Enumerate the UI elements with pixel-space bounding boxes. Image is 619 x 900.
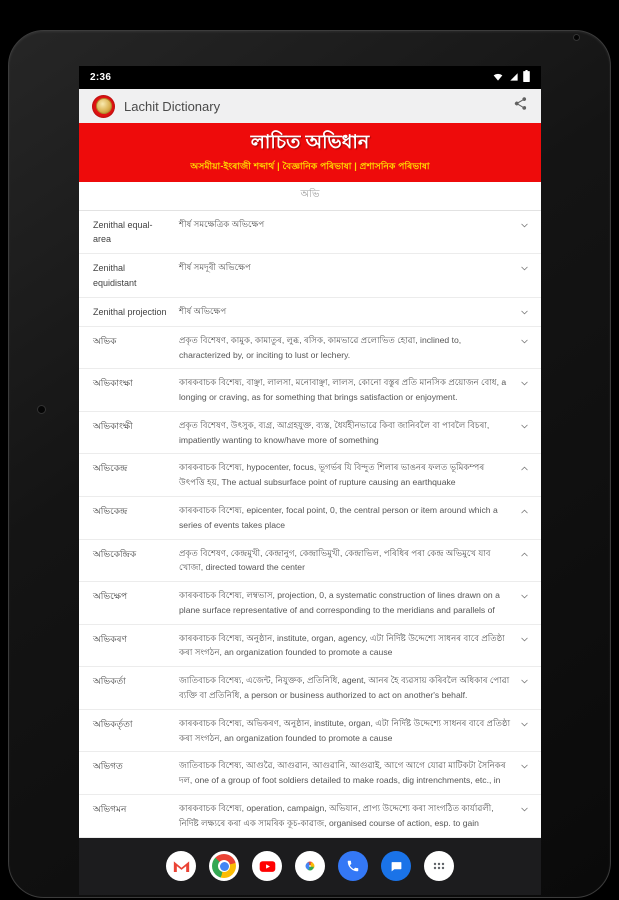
entry-definition: শীৰ্ষ সমদূৰী অভিক্ষেপ bbox=[179, 262, 251, 273]
chevron-down-icon bbox=[515, 801, 533, 815]
banner-title: লাচিত অভিধান bbox=[250, 132, 370, 153]
chevron-down-icon bbox=[515, 304, 533, 318]
front-camera-dot-top bbox=[573, 34, 580, 41]
entry-definition: কাৰকবাচক বিশেষ্য, বাঞ্ছা, লালসা, মনোবাঞ্ছা, লালস, কোনো বস্তুৰ প্ৰতি মানসিক প্ৰয়োজন বোধ, a longing or craving, as for something that brings satisfaction or enjoyment. bbox=[179, 377, 507, 403]
entry-term: অভিগত bbox=[93, 761, 123, 772]
chevron-down-icon bbox=[515, 375, 533, 389]
status-icons bbox=[492, 69, 530, 87]
app-toolbar bbox=[79, 89, 541, 123]
entry-definition: প্ৰকৃত বিশেষণ, উৎসুক, ব্যগ্ৰ, আগ্ৰহযুক্ত, ব্যস্ত, ধৈৰ্যহীনভাৱে কিবা জানিবলৈ বা পাবলৈ বিচৰা, impatiently wanting to know/have more of something bbox=[179, 419, 490, 445]
app-dock bbox=[79, 838, 541, 895]
entry-term: অভিকেন্দ্ৰিক bbox=[93, 548, 137, 559]
phone-icon[interactable] bbox=[338, 851, 368, 881]
entry-list bbox=[79, 211, 541, 838]
dictionary-entry-row[interactable] bbox=[79, 254, 541, 298]
search-prefix-label: অভি bbox=[79, 182, 541, 211]
entry-term: অভিকাংক্ষা bbox=[93, 378, 133, 389]
entry-term: অভিকৰ্তৃতা bbox=[93, 718, 133, 729]
entry-term: অভিকাংক্ষী bbox=[93, 420, 133, 431]
dictionary-entry-row[interactable] bbox=[79, 752, 541, 795]
dictionary-entry-row[interactable] bbox=[79, 497, 541, 540]
entry-term: Zenithal equal-area bbox=[93, 219, 153, 245]
banner-category-links[interactable]: অসমীয়া-ইংৰাজী শব্দাৰ্থ | বৈজ্ঞানিক পৰিভাষা | প্ৰশাসনিক পৰিভাষা bbox=[190, 160, 430, 171]
chevron-down-icon bbox=[515, 260, 533, 274]
status-bar bbox=[79, 66, 541, 89]
app-title: Lachit Dictionary bbox=[124, 98, 221, 114]
chevron-up-icon bbox=[515, 503, 533, 517]
entry-term: অভিক্ষেপ bbox=[93, 591, 128, 602]
entry-definition: কাৰকবাচক বিশেষ্য, অনুষ্ঠান, institute, organ, agency, এটা নিৰ্দিষ্ট উদ্দেশ্যে সাধনৰ বাবে প্ৰতিষ্ঠা কৰা সংগঠন, an organization founded to promote a cause bbox=[179, 632, 505, 658]
entry-definition: জাতিবাচক বিশেষ্য, এজেন্ট, নিযুক্তক, প্ৰতিনিধি, agent, আনৰ হৈ ব্যৱসায় কৰিবলৈ অধিকাৰ পোৱা ব্যক্তি বা প্ৰতিনিধি, a person or business authorized to act on another's behalf. bbox=[179, 675, 510, 701]
entry-term: Zenithal projection bbox=[93, 306, 167, 317]
dictionary-entry-row[interactable] bbox=[79, 667, 541, 710]
dictionary-banner bbox=[79, 123, 541, 182]
entry-term: অভিকেন্দ্ৰ bbox=[93, 506, 128, 517]
entry-definition: কাৰকবাচক বিশেষ্য, hypocenter, focus, ভূগৰ্ভৰ যি বিন্দুত শিলাৰ ভাঙনৰ ফলত ভূমিকম্পৰ উৎপত্তি হয়, The actual subsurface point of rupture causing an earthquake bbox=[179, 462, 485, 488]
entry-term: অভিকৰ্তা bbox=[93, 676, 126, 687]
entry-definition: কাৰকবাচক বিশেষ্য, epicenter, focal point, 0, the central person or item around which a series of events takes place bbox=[179, 505, 498, 530]
cellular-signal-icon bbox=[508, 69, 519, 87]
chevron-down-icon bbox=[515, 588, 533, 602]
chevron-down-icon bbox=[515, 758, 533, 772]
entry-definition: কাৰকবাচক বিশেষ্য, অভিকৰণ, অনুষ্ঠান, institute, organ, এটা নিৰ্দিষ্ট উদ্দেশ্যে সাধনৰ বাবে প্ৰতিষ্ঠা কৰা সংগঠন, an organization founded to promote a cause bbox=[179, 717, 511, 743]
wifi-icon bbox=[492, 69, 504, 87]
chevron-down-icon bbox=[515, 418, 533, 432]
dictionary-entry-row[interactable] bbox=[79, 710, 541, 753]
dictionary-entry-row[interactable] bbox=[79, 211, 541, 255]
entry-definition: প্ৰকৃত বিশেষণ, কামুক, কামাতুৰ, লুব্ধ, ৰসিক, কামভাৱে প্ৰলোভিত হোৱা, inclined to, characterized by, or inciting to lust or lechery. bbox=[179, 334, 462, 360]
messages-icon[interactable] bbox=[381, 851, 411, 881]
tablet-device-frame bbox=[8, 30, 611, 898]
share-icon bbox=[513, 96, 528, 116]
chevron-down-icon bbox=[515, 673, 533, 687]
dictionary-content bbox=[79, 182, 541, 895]
entry-definition: প্ৰকৃত বিশেষণ, কেন্দ্ৰমুখী, কেন্দ্ৰানুগ, কেন্দ্ৰাভিমুখী, কেন্দ্ৰাভিল, পৰিধিৰ পৰা কেন্দ্ৰ অভিমুখে যাব খোজা, directed toward the center bbox=[179, 547, 491, 573]
chevron-up-icon bbox=[515, 546, 533, 560]
dictionary-entry-row[interactable] bbox=[79, 369, 541, 412]
chevron-down-icon bbox=[515, 217, 533, 231]
share-button[interactable] bbox=[513, 96, 528, 116]
photos-icon[interactable] bbox=[295, 851, 325, 881]
entry-term: অভিকেন্দ্ৰ bbox=[93, 463, 128, 474]
gmail-icon[interactable] bbox=[166, 851, 196, 881]
dictionary-entry-row[interactable] bbox=[79, 625, 541, 668]
youtube-icon[interactable] bbox=[252, 851, 282, 881]
entry-definition: শীৰ্ষ সমক্ষেত্ৰিক অভিক্ষেপ bbox=[179, 218, 265, 229]
battery-icon bbox=[523, 69, 530, 87]
dictionary-entry-row[interactable] bbox=[79, 327, 541, 370]
entry-definition: কাৰকবাচক বিশেষ্য, operation, campaign, অভিযান, প্ৰাপ্য উদ্দেশ্যে কৰা সাংগঠিত কাৰ্যাৱলী, নিৰ্দিষ্ট লক্ষ্যৰে কৰা এক সামৰিক কূচ-কাৱাজ, organised course of action, esp. to gain bbox=[179, 802, 494, 828]
dictionary-entry-row[interactable] bbox=[79, 298, 541, 327]
dictionary-entry-row[interactable] bbox=[79, 412, 541, 455]
dictionary-entry-row[interactable] bbox=[79, 582, 541, 625]
entry-definition: শীৰ্ষ অভিক্ষেপ bbox=[179, 305, 227, 316]
clock: 2:36 bbox=[90, 72, 112, 83]
chevron-down-icon bbox=[515, 716, 533, 730]
entry-term: অভিক bbox=[93, 335, 117, 346]
app-logo-icon bbox=[92, 95, 115, 118]
app-drawer-icon[interactable] bbox=[424, 851, 454, 881]
chevron-down-icon bbox=[515, 631, 533, 645]
dictionary-entry-row[interactable] bbox=[79, 454, 541, 497]
device-screen bbox=[79, 66, 541, 846]
chevron-up-icon bbox=[515, 460, 533, 474]
entry-definition: কাৰকবাচক বিশেষ্য, লম্বভাস, projection, 0, a systematic construction of lines drawn on a plane surface representative of and corresponding to the meridians and parallels of bbox=[179, 590, 500, 615]
entry-term: অভিকৰণ bbox=[93, 633, 127, 644]
entry-term: অভিগমন bbox=[93, 803, 127, 814]
chrome-icon[interactable] bbox=[209, 851, 239, 881]
entry-term: Zenithal equidistant bbox=[93, 263, 137, 289]
chevron-down-icon bbox=[515, 333, 533, 347]
dictionary-entry-row[interactable] bbox=[79, 795, 541, 838]
dictionary-entry-row[interactable] bbox=[79, 540, 541, 583]
front-camera-dot bbox=[37, 405, 46, 414]
entry-definition: জাতিবাচক বিশেষ্য, আগুৱৈ, আগুৱান, আগুৱানি, আগুৱাই, আগে আগে যোৱা মাটিকটা সৈনিকৰ দল, one of a group of foot soldiers detailed to make roads, dig intrenchments, etc., in bbox=[179, 760, 506, 786]
